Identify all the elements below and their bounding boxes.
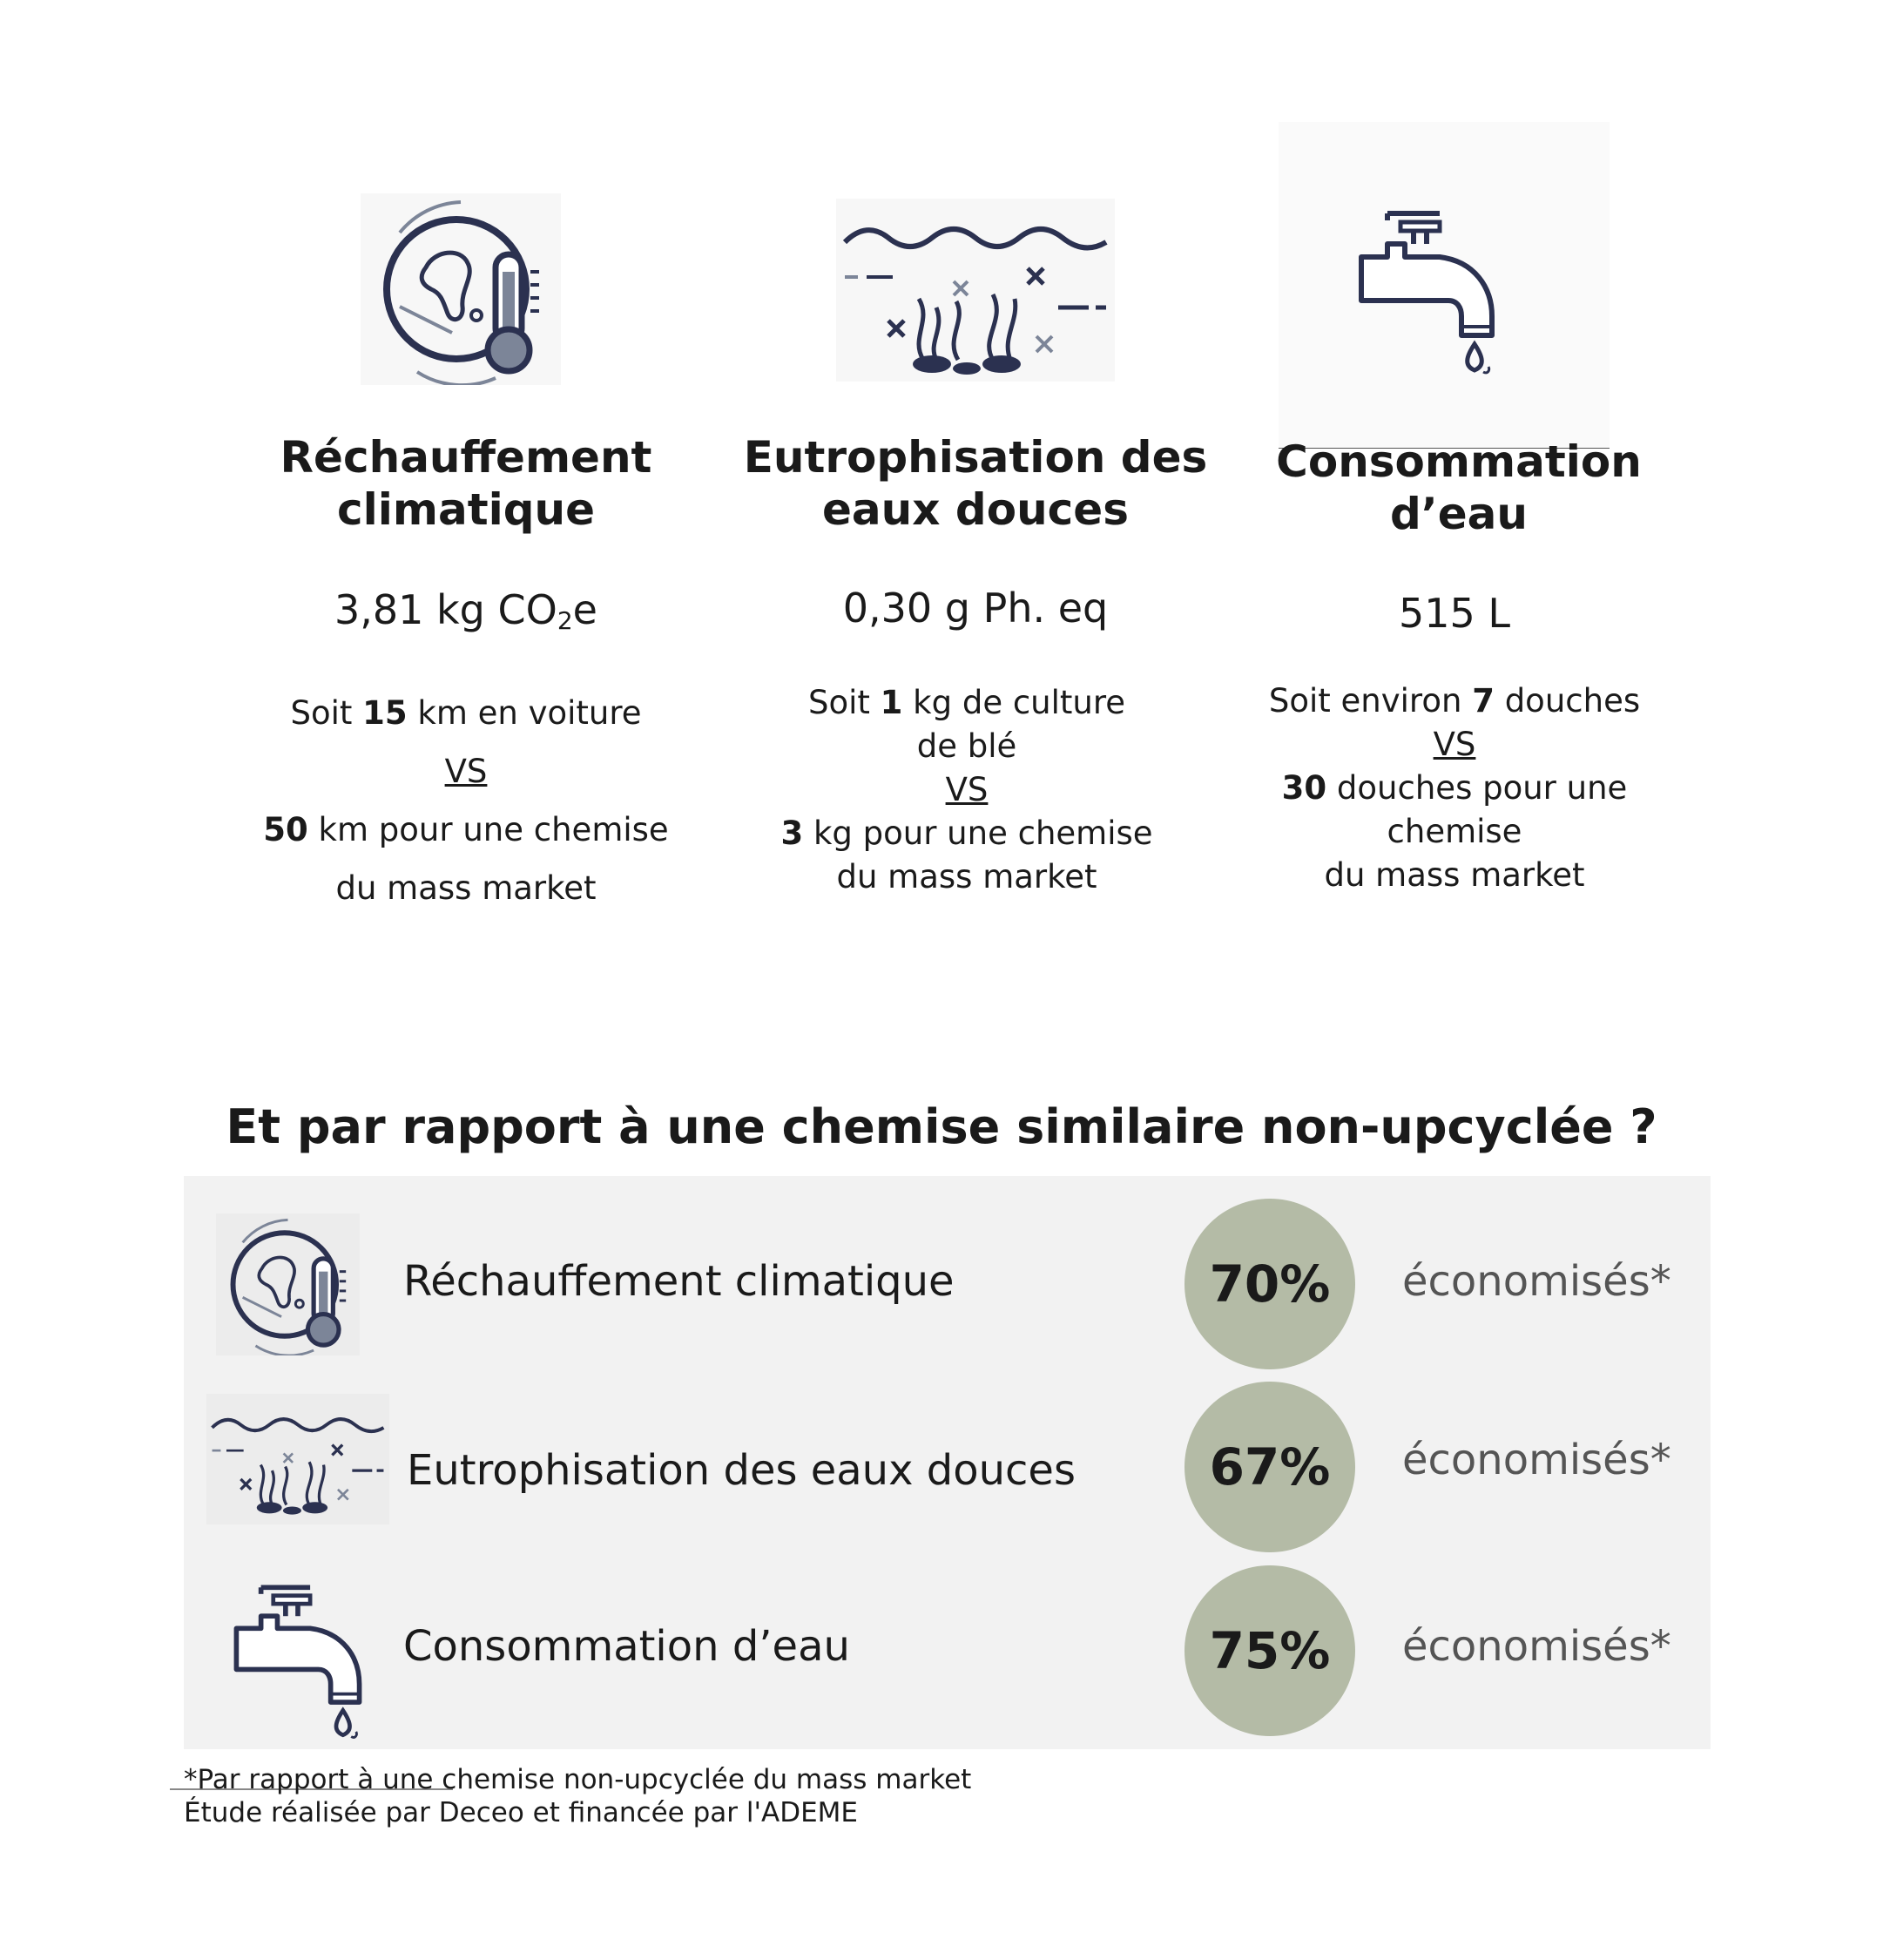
water-algae-icon xyxy=(836,199,1115,382)
column-value-eutrophication: 0,30 g Ph. eq xyxy=(842,585,1109,632)
water-tap-icon xyxy=(228,1578,368,1744)
footnote-line-2: Étude réalisée par Deceo et financée par l'ADEME xyxy=(184,1797,859,1828)
column-value-water: 515 L xyxy=(1398,590,1511,637)
saved-label-climate: économisés* xyxy=(1402,1257,1671,1306)
comparison-label-water: Consommation d’eau xyxy=(403,1622,850,1671)
water-tap-icon xyxy=(1279,122,1610,449)
footnote-line-1: *Par rapport à une chemise non-upcyclée du mass market xyxy=(184,1764,972,1795)
comparison-label-eutrophication: Eutrophisation des eaux douces xyxy=(407,1446,1076,1495)
column-title-eutrophication: Eutrophisation des eaux douces xyxy=(743,432,1208,535)
saved-label-water: économisés* xyxy=(1402,1622,1671,1671)
column-value-climate: 3,81 kg $CO_2e$ xyxy=(334,586,597,635)
column-title-climate: Réchauffement climatique xyxy=(280,432,652,535)
globe-thermometer-icon xyxy=(361,193,561,385)
column-desc-water: Soit environ 7 douches VS 30 douches pour une chemise du mass market xyxy=(1268,682,1641,894)
percent-badge-climate: 70% xyxy=(1184,1199,1355,1369)
comparison-label-climate: Réchauffement climatique xyxy=(403,1257,955,1306)
percent-badge-eutrophication: 67% xyxy=(1184,1382,1355,1552)
column-desc-climate: Soit 15 km en voiture VS 50 km pour une chemise du mass market xyxy=(263,694,669,907)
column-desc-eutrophication: Soit 1 kg de culture de blé VS 3 kg pour une chemise du mass market xyxy=(780,684,1153,896)
column-title-water: Consommation d’eau xyxy=(1276,436,1642,539)
comparison-title: Et par rapport à une chemise similaire non-upcyclée ? xyxy=(226,1099,1657,1154)
saved-label-eutrophication: économisés* xyxy=(1402,1436,1671,1484)
water-algae-icon xyxy=(206,1394,389,1524)
globe-thermometer-icon xyxy=(216,1213,360,1355)
percent-badge-water: 75% xyxy=(1184,1565,1355,1736)
